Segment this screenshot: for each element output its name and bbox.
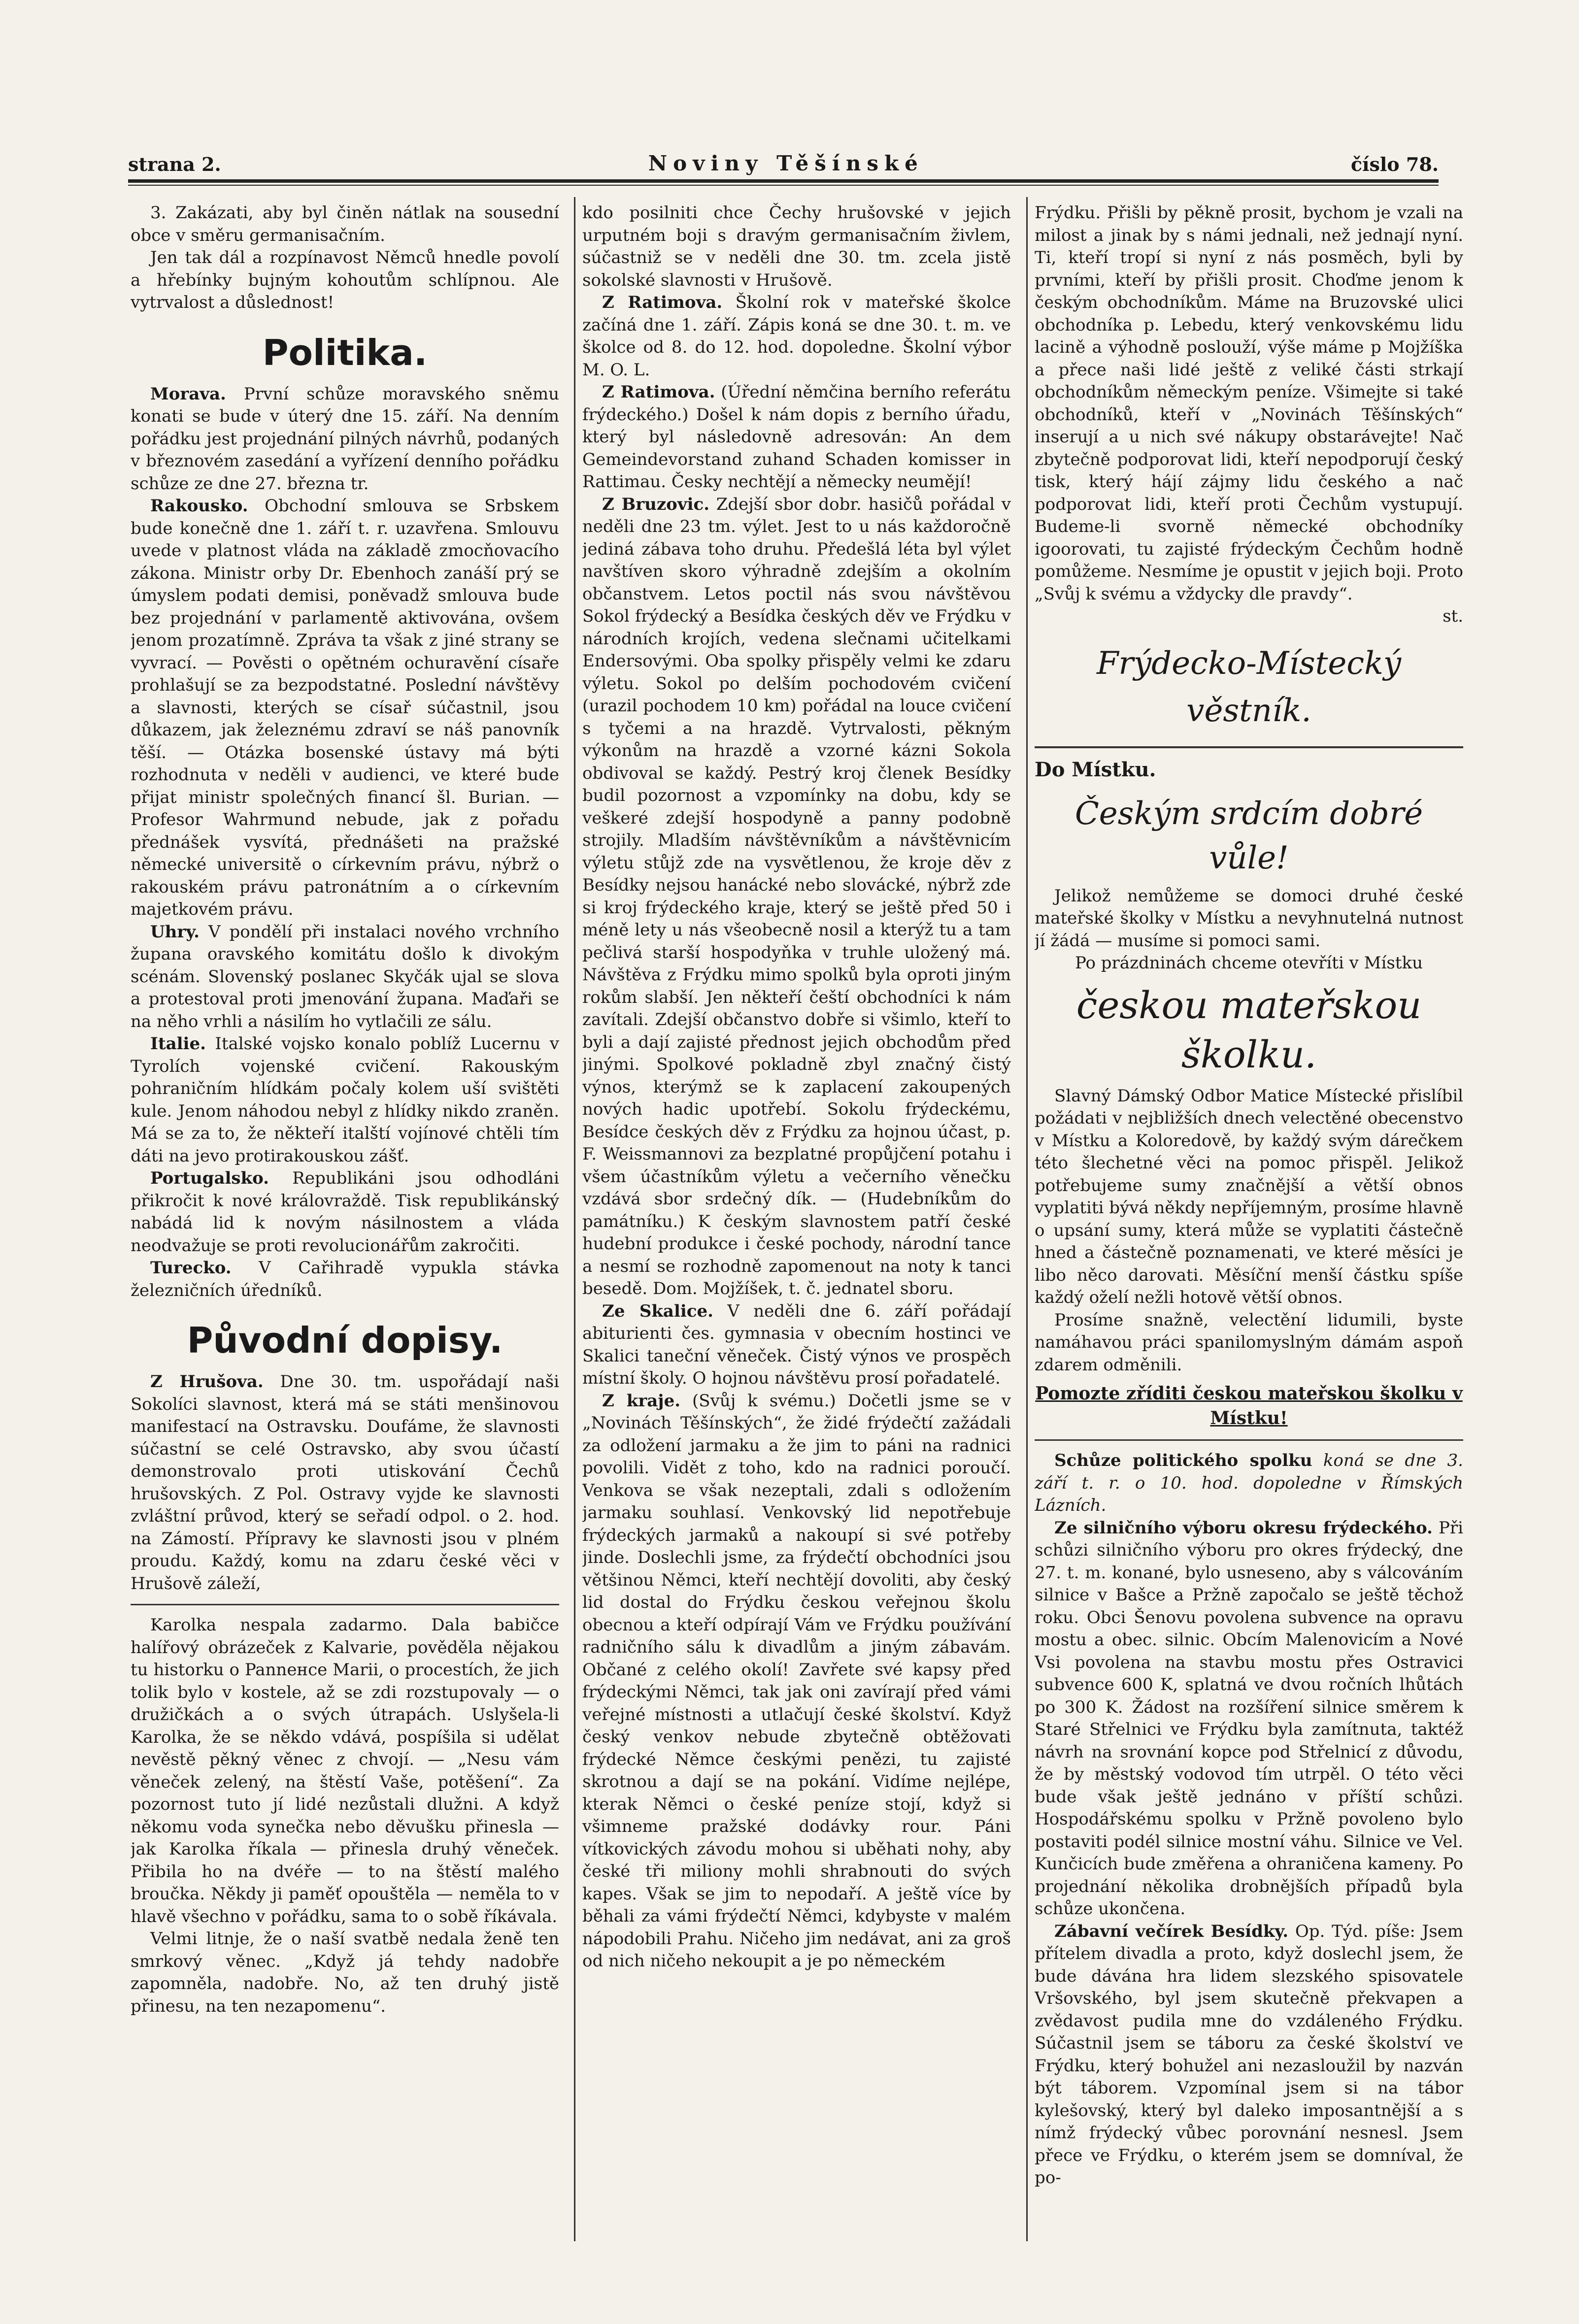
page-number: strana 2. — [128, 153, 221, 175]
article-label: Ze silničního výboru okresu frýdeckého. — [1054, 1518, 1433, 1538]
appeal-call: Pomozte zříditi českou mateřskou školku v Místku! — [1035, 1383, 1463, 1428]
article-schuze — [1035, 1450, 1463, 1517]
appeal-paragraph-2: Po prázdninách chceme otevříti v Místku — [1075, 953, 1423, 973]
article-text: Italské vojsko konalo poblíž Lucernu v Tyrolích vojenské cvičení. Rakouským pohraničním hlídkám počaly kolem uší svištěti kule. Jenom náhodou nebyl z hlídky nikdo zraněn. Má se za to, že někteří italští vojínové chtěli tím dáti na jevo protirakouskou zášť. — [131, 1034, 559, 1166]
intro-paragraph: Jen tak dál a rozpínavost Němců hnedle povolí a hřebínky bujným kohoutům schlípnou. Ale vytrvalost a důslednost! — [131, 248, 559, 312]
article-bruzovic — [582, 494, 1011, 1300]
feuilleton-rule — [131, 1604, 559, 1605]
article-kraje — [582, 1390, 1011, 1973]
header-rule — [128, 179, 1439, 186]
article-ratimov-2 — [582, 381, 1011, 494]
article-label: Z kraje. — [602, 1391, 681, 1411]
column-1 — [131, 202, 559, 2295]
continued-paragraph: kdo posilniti chce Čechy hrušovské v jejich urputném boji s dravým germanisačním živlem, súčastniž se v neděli dne 30. tm. zcela jistě sokolské slavnosti v Hrušově. — [582, 203, 1011, 290]
appeal-big-headline: českou mateřskou školku. — [1076, 983, 1422, 1076]
article-portugalsko — [131, 1167, 559, 1257]
article-italie — [131, 1033, 559, 1167]
article-label: Italie. — [150, 1034, 206, 1054]
masthead-title: Noviny Těšínské — [648, 151, 924, 175]
article-text: První schůze moravského sněmu konati se bude v úterý dne 15. září. Na denním pořádku jest projednání pilných návrhů, podaných v březnovém zasedání a vyřízení denního pořádku schůze ze dne 27. března tr. — [131, 384, 559, 494]
article-text: V pondělí při instalaci nového vrchního župana oravského komitátu došlo k divokým scénám. Slovenský poslanec Skyčák ujal se slova a protestoval proti jmenování župana. Maďaři se na něho vrhli a násilím ho vytlačili ze sálu. — [131, 922, 559, 1031]
section-heading-politika: Politika. — [262, 332, 428, 373]
article-label: Turecko. — [150, 1258, 232, 1278]
article-rakousko — [131, 495, 559, 921]
page-header — [128, 148, 1439, 175]
article-text: Obchodní smlouva se Srbskem bude konečně dne 1. září t. r. uzavřena. Smlouvu uvede v platnost vláda na základě zmocňovacího zákona. Ministr orby Dr. Ebenhoch zanáší prý se úmyslem podati demisi, poněvadž smlouva bude bez projednání v parlamentě aktivována, ovšem jenom prozatímně. Zpráva ta však z jiné strany se vyvrací. — Pověsti o opětném ochuravění císaře prohlašují se za bezpodstatné. Poslední návštěvy a slavnosti, kterých se císař súčastnil, jsou důkazem, jak železnému zdraví se náš panovník těší. — Otázka bosenské ústavy má býti rozhodnuta v neděli v audienci, ve které bude přijat ministr společných financí šl. Burian. — Profesor Wahrmund nebude, jak z pořadu přednášek vysvítá, přednášeti na pražské německé universitě o církevním právu, nýbrž o rakouském právu patronátním a o církevním majetkovém právu. — [131, 496, 559, 919]
article-hrusov — [131, 1371, 559, 1595]
article-text: Republikáni jsou odhodláni přikročit k nové královraždě. Tisk republikánský nabádá lid k novým násilnostem a vláda neodvažuje se proti revolucionářům zakročiti. — [131, 1168, 559, 1256]
appeal-paragraph-4: Prosíme snažně, velectění lidumili, byste namáhavou práci spanilomyslným dámám aspoň zdarem odměnili. — [1035, 1310, 1463, 1375]
appeal-headline: Českým srdcím dobré vůle! — [1075, 795, 1423, 876]
continued-paragraph: Frýdku. Přišli by pěkně prosit, bychom je vzali na milost a jinak by s námi jednali, než jednají nyní. Ti, kteří tropí si nyní z nás posměch, byli by prvními, kteří by přišli prosit. Choďme jenom k českým obchodníkům. Máme na Bruzovské ulici obchodníka p. Lebedu, který venkovskému lidu lacině a výhodně poslouží, výše máme p Mojžíška a přece naši lidé ještě z veliké části strkají obchodníkům německým peníze. Všimejte si také obchodníků, kteří v „Novinách Těšínských“ inserují a u nich své nákupy obstarávejte! Nač zbytečně podporovat lidi, kteří nepodporují český tisk, který hájí zájmy lidu českého a nač podporovat lidi, kteří proti Čechům vystupují. Budeme-li svorně německé obchodníky igoorovati, tu zajisté frýdeckým Čechům hodně pomůžeme. Nesmíme je opustit v jejich boji. Proto „Svůj k svému a vždycky dle pravdy“. — [1035, 203, 1463, 604]
article-text: (Úřední němčina berního referátu frýdeckého.) Došel k nám dopis z berního úřadu, který byl následovně adresován: An dem Gemeindevorstand zuhand Schaden komisser in Rattimau. Česky nechtějí a německy neumějí! — [582, 382, 1011, 492]
article-text: V neděli dne 6. září pořádají abiturienti čes. gymnasia v obecním hostinci ve Skalici taneční věneček. Čistý výnos ve prospěch místní školy. O hojnou návštěvu prosí pořadatelé. — [582, 1301, 1011, 1388]
article-silnicni-vybor — [1035, 1517, 1463, 1921]
feuilleton-karolka-2: Velmi litnje, že o naší svatbě nedala ženě ten smrkový věnec. „Když já tehdy nadobře zapomněla, nadobře. No, až ten druhý jistě přinesu, na ten nezapomenu“. — [131, 1929, 559, 2016]
article-uhry — [131, 921, 559, 1033]
article-ratimov-1 — [582, 292, 1011, 381]
column-rule-1 — [574, 197, 575, 2241]
column-rule-2 — [1026, 197, 1028, 2241]
section-heading-vestnik: Frýdecko-Místecký věstník. — [1097, 645, 1401, 729]
signature: st. — [1443, 606, 1463, 626]
article-text: Dne 30. tm. uspořádají naši Sokolíci slavnost, která má se státi menšinovou manifestací na Ostravsku. Doufáme, že slavnosti súčastní se celé Ostravsko, aby svou účastí demonstrovalo proti utiskování Čechů hrušovských. Z Pol. Ostravy vyjde ke slavnosti zvláštní průvod, který se seřadí odpol. o 2. hod. na Zámostí. Přípravy ke slavnosti jsou v plném proudu. Každý, komu na zdaru české věci v Hrušově záleží, — [131, 1372, 559, 1594]
article-text: Op. Týd. píše: Jsem přítelem divadla a proto, když doslechl jsem, že bude dávána hra lidem slezského spisovatele Vršovského, byl jsem skutečně překvapen a zvědavost pudila mne do vzdáleného Frýdku. Súčastnil jsem se táboru za české školství ve Frýdku, který bohužel ani nezasloužil by nazván být táborem. Vzpomínal jsem si na tábor kylešovský, který byl daleko imposantnější a s nímž frýdecký vůbec porovnání nesnesl. Jsem přece ve Frýdku, o kterém jsem se domníval, že po- — [1035, 1921, 1463, 2188]
article-label: Morava. — [150, 384, 226, 404]
article-text: Při schůzi silničního výboru pro okres frýdecký, dne 27. t. m. konané, bylo usneseno, aby s válcováním silnice v Bašce a Pržně započalo se ještě těchož roku. Obci Šenovu povolena subvence na opravu mostu a obec. silnic. Obcím Malenovicím a Nové Vsi povolena na stavbu mostu přes Ostravici subvence 600 K, splatná ve dvou ročních lhůtách po 300 K. Žádost na rozšíření silnice směrem k Staré Střelnici ve Frýdku byla zamítnuta, taktéž návrh na srovnání kopce pod Střelnicí z důvodu, že by městský vodovod tím utrpěl. O této věci bude však ještě jednáno v příští schůzi. Hospodářskému spolku v Pržně povoleno bylo postaviti podél silnice mostní váhu. Silnice ve Vel. Kunčicích bude změřena a ohraničena kameny. Po projednání několika drobnějších případů byla schůze ukončena. — [1035, 1518, 1463, 1919]
article-text: V Cařihradě vypukla stávka železničních úředníků. — [131, 1258, 559, 1300]
article-rule — [1035, 1439, 1463, 1441]
section-rule — [1035, 741, 1463, 748]
article-label: Uhry. — [150, 922, 200, 942]
article-label: Z Bruzovic. — [602, 494, 710, 514]
article-vecirek — [1035, 1921, 1463, 2190]
article-label: Z Hrušova. — [150, 1372, 264, 1392]
appeal-paragraph-3: Slavný Dámský Odbor Matice Místecké přislíbil požádati v nejbližších dnech velectěné obecenstvo v Místku a Koloredově, by každý svým dárečkem této šlechetné věci na pomoc přispěl. Jelikož potřebujeme sumy značnější a větší obnos vyplatiti bývá někdy nepříjemným, prosíme hlavně o upsání sumy, která může se vyplatiti částečně hned a částečně poznamenati, ve které měsíci je libo něco darovati. Měsíční menší částku spíše každý oželí nežli hotově větší obnos. — [1035, 1086, 1463, 1307]
article-morava — [131, 383, 559, 496]
article-label: Zábavní večírek Besídky. — [1054, 1921, 1289, 1941]
article-heading-mistek: Do Místku. — [1035, 758, 1156, 781]
column-2 — [582, 202, 1011, 2295]
article-label: Z Ratimova. — [602, 293, 723, 312]
article-label: Z Ratimova. — [602, 382, 715, 402]
section-heading-dopisy: Původní dopisy. — [187, 1320, 503, 1361]
article-skalice — [582, 1300, 1011, 1390]
intro-point-3: 3. Zakázati, aby byl činěn nátlak na sousední obce v směru germanisačním. — [131, 203, 559, 245]
article-turecko — [131, 1257, 559, 1302]
appeal-paragraph-1: Jelikož nemůžeme se domoci druhé české mateřské školky v Místku a nevyhnutelná nutnost jí žádá — musíme si pomoci sami. — [1035, 886, 1463, 951]
article-label: Ze Skalice. — [602, 1301, 713, 1321]
feuilleton-karolka: Karolka nespala zadarmo. Dala babičce halířový obrázeček z Kalvarie, pověděla nějakou tu historku o Panneнce Marii, o procestích, že jich tolik bylo v kostele, až se zdi rozstupovaly — o družičkách a o svých útrapách. Uslyšela-li Karolka, že se někdo vdává, pospíšila si udělat nevěstě pěkný věnec z chvojí. — „Nesu vám věneček zelený, na štěstí Vaše, potěšení“. Za pozornost tuto jí lidé nezůstali dlužni. A když někomu voda synečka nebo děvušku přinesla — jak Karolka říkala — přinesla druhý věneček. Přibila ho na dvéře — to na štěstí malého broučka. Někdy ji paměť opouštěla — neměla to v hlavě všechno v pořádku, sama to o sobě říkávala. — [131, 1615, 559, 1926]
issue-number: číslo 78. — [1350, 153, 1439, 175]
article-text: Školní rok v mateřské školce začíná dne 1. září. Zápis koná se dne 30. t. m. ve školce od 8. do 12. hod. dopoledne. Školní výbor M. O. L. — [582, 293, 1011, 380]
article-label: Portugalsko. — [150, 1168, 269, 1188]
column-3 — [1035, 202, 1463, 2295]
article-label: Schůze politického spolku — [1054, 1451, 1312, 1470]
article-text: Zdejší sbor dobr. hasičů pořádal v neděli dne 23 tm. výlet. Jest to u nás každoročně jediná zábava toho druhu. Předešlá léta byl výlet navštíven skoro výhradně zdejším a okolním občanstvem. Letos poctil nás svou návštěvou Sokol frýdecký a Besídka českých děv ve Frýdku v národních krojích, vedena slečnami učitelkami Endersovými. Oba spolky přispěly velmi ke zdaru výletu. Sokol po delším pochodovém cvičení (urazil pochodem 10 km) pořádal na louce cvičení s tyčemi a na hrazdě. Vytrvalosti, pěkným výkonům na hrazdě a vzorné kázni Sokola obdivoval se každý. Pestrý kroj členek Besídky budil pozornost a vzpomínky na dobu, kdy se veškeré zdejší hospodyně a panny podobně strojily. Mladším návštěvníkům a návštěvnicím výletu stůjž zde na vysvětlenou, že kroje děv z Besídky nejsou hanácké nebo slovácké, nýbrž zde si kroj frýdeckého kraje, který se ještě před 50 i méně lety u nás všeobecně nosil a kterýž tu a tam pečlivá starší hospodyňka v truhle uložený má. Návštěva z Frýdku mimo spolků byla oproti jiným rokům slabší. Jen někteří čeští obchodníci k nám zavítali. Zdejší občanstvo dobře si všimlo, kteří to byli a dají zajisté přednost jejich obchodům před jinými. Spolkové pokladně zbyl značný čistý výnos, kterýmž se k zaplacení zakoupených nových hadic upotřebí. Sokolu frýdeckému, Besídce českých děv z Frýdku za hojnou účast, p. F. Weissmannovi za bezplatné propůjčení potahu i všem účastníkům výletu a večerního věnečku vzdává sbor srdečný dík. — (Hudebníkům do památníku.) K českým slavnostem patří české hudební produkce i české pochody, národní tance a nesmí se rozhodně zapomenout na noty k tanci besedě. Dom. Mojžíšek, t. č. jednatel sboru. — [582, 494, 1011, 1298]
article-label: Rakousko. — [150, 496, 248, 516]
article-text: (Svůj k svému.) Dočetli jsme se v „Novinách Těšínských“, že židé frýdečtí zažádali za odložení jarmaku a že jim to páni na radnici povolili. Vidět z toho, kdo na radnici poroučí. Venkova se však nezeptali, zdali s odložením jarmaku souhlasí. Venkovský lid nepotřebuje frýdeckých jarmaků a nakoupí si své potřeby jinde. Doslechli jsme, za frýdečtí obchodníci jsou většinou Němci, kteří nechtějí dovoliti, aby český lid dostal do Frýdku českou veřejnou školu obecnou a kteří odpírají Vám ve Frýdku používání radničního sálu k divadlům a jiným zábavám. Občané z celého okolí! Zavřete své kapsy před frýdeckými Němci, tak jak oni zavírají před vámi veřejné místnosti a utlačují české školství. Když český venkov nebude zbytečně obtěžovati frýdecké Němce českými penězi, tu zajisté skrotnou a dají se na pokání. Vidíme nejlépe, kterak Němci o české peníze stojí, když si všimneme pražské dodávky rour. Páni vítkovických závodu mohou si uběhati nohy, aby české tři miliony mohli shrabnouti do svých kapes. Však se jim to nepodaří. A ještě více by běhali za vámi frýdečtí Němci, kdybyste v malém nápodobili Prahu. Ničeho jim nedávat, ani za groš od nich ničeho nekoupit a je po německém — [582, 1391, 1011, 1971]
article-text: koná se dne 3. září t. r. o 10. hod. dopoledne v Římských Lázních. — [1035, 1451, 1463, 1515]
